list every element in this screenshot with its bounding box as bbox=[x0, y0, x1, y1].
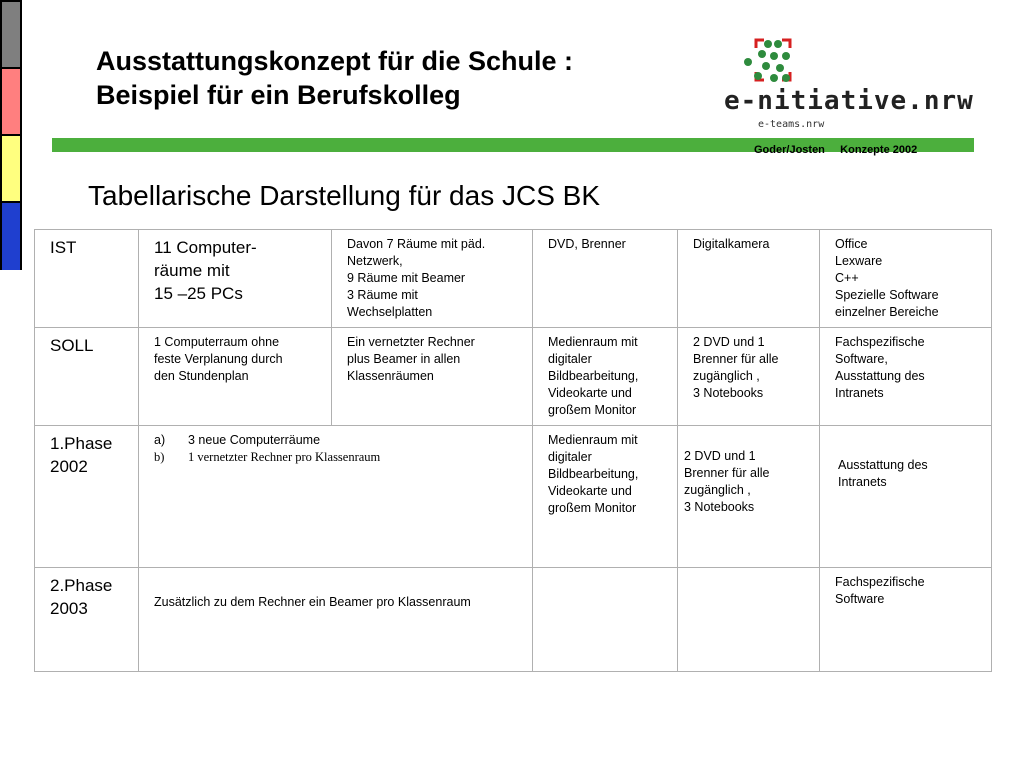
list-item bbox=[154, 432, 517, 449]
color-sidebar bbox=[0, 0, 22, 270]
table-cell bbox=[533, 568, 678, 672]
table-cell: Medienraum mit digitaler Bildbearbeitung, Videokarte und großem Monitor bbox=[533, 328, 678, 426]
table-cell: Office Lexware C++ Spezielle Software einzelner Bereiche bbox=[820, 230, 992, 328]
table-row-phase1 bbox=[35, 426, 992, 568]
table-row-phase2 bbox=[35, 568, 992, 672]
table-cell: Ein vernetzter Rechner plus Beamer in allen Klassenräumen bbox=[332, 328, 533, 426]
logo-wordmark: e-nitiative.nrw bbox=[724, 86, 974, 116]
title-line-2: Beispiel für ein Berufskolleg bbox=[96, 80, 461, 110]
sidebar-block-yellow bbox=[2, 136, 20, 203]
row-label-phase1: 1.Phase 2002 bbox=[35, 426, 139, 568]
row-label-phase2: 2.Phase 2003 bbox=[35, 568, 139, 672]
page-title bbox=[96, 44, 573, 112]
sidebar-block-grey bbox=[2, 2, 20, 69]
section-subtitle: Tabellarische Darstellung für das JCS BK bbox=[88, 180, 601, 211]
table-cell: Medienraum mit digitaler Bildbearbeitung, Videokarte und großem Monitor bbox=[533, 426, 678, 568]
table-cell: 2 DVD und 1 Brenner für alle zugänglich , 3 Notebooks bbox=[678, 328, 820, 426]
table-cell bbox=[139, 426, 533, 568]
row-label-soll: SOLL bbox=[35, 328, 139, 426]
sidebar-block-red bbox=[2, 69, 20, 136]
table-cell: Davon 7 Räume mit päd. Netzwerk, 9 Räume mit Beamer 3 Räume mit Wechselplatten bbox=[332, 230, 533, 328]
table-cell: 1 Computerraum ohne feste Verplanung durch den Stundenplan bbox=[139, 328, 332, 426]
row-label-ist: IST bbox=[35, 230, 139, 328]
logo-subtext: e-teams.nrw bbox=[758, 119, 825, 130]
list-marker: b) bbox=[154, 450, 165, 464]
table-cell: Zusätzlich zu dem Rechner ein Beamer pro Klassenraum bbox=[139, 568, 533, 672]
list-item bbox=[154, 449, 517, 466]
table-cell: 11 Computer- räume mit 15 –25 PCs bbox=[139, 230, 332, 328]
table-row-ist bbox=[35, 230, 992, 328]
table-cell: DVD, Brenner bbox=[533, 230, 678, 328]
logo-dots-icon bbox=[744, 40, 790, 82]
list-item-text: 3 neue Computerräume bbox=[188, 433, 321, 447]
table-cell: 2 DVD und 1 Brenner für alle zugänglich , 3 Notebooks bbox=[678, 426, 820, 568]
title-line-1: Ausstattungskonzept für die Schule : bbox=[96, 46, 574, 76]
list-item-text: 1 vernetzter Rechner pro Klassenraum bbox=[188, 450, 381, 464]
table-cell: Ausstattung des Intranets bbox=[820, 426, 992, 568]
table-cell: Fachspezifische Software, Ausstattung des Intranets bbox=[820, 328, 992, 426]
table-cell bbox=[678, 568, 820, 672]
equipment-table bbox=[34, 229, 992, 672]
sidebar-block-blue bbox=[2, 203, 20, 270]
table-cell: Digitalkamera bbox=[678, 230, 820, 328]
author-line: Goder/Josten Konzepte 2002 bbox=[754, 144, 918, 156]
list-marker: a) bbox=[154, 433, 166, 447]
table-row-soll bbox=[35, 328, 992, 426]
table-cell: Fachspezifische Software bbox=[820, 568, 992, 672]
